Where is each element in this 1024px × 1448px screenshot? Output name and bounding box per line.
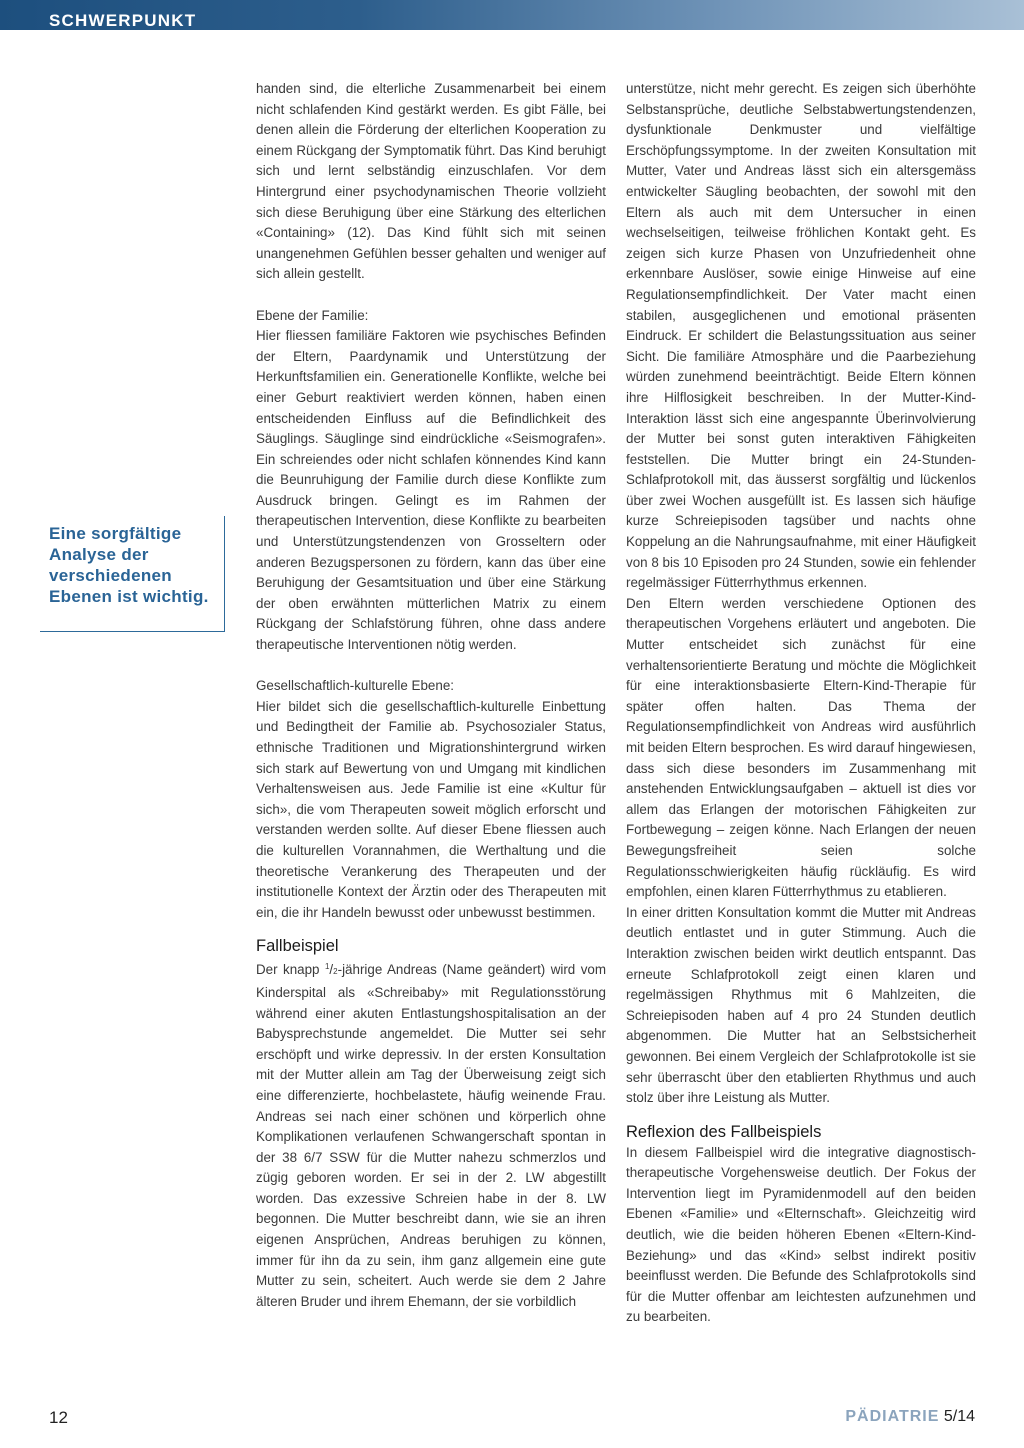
subheading-society: Gesellschaftlich-kulturelle Ebene: <box>256 678 454 694</box>
paragraph: Hier bildet sich die gesellschaftlich-kulturelle Einbettung und Bedingtheit der Familie ab. Psychosozialer Status, ethnische Traditionen und Migrationshintergrund wirken sich stark auf Bewertung von und Umgang mit kindlichen Verhaltensweisen aus. Jede Familie ist eine «Kultur für sich», die vom Therapeuten soweit möglich erforscht und verstanden werden sollte. Auf dieser Ebene fliessen auch die kulturellen Vorannahmen, die Werthaltung und die theoretische Verankerung des Therapeuten und der institutionelle Kontext der Ärztin oder des Therapeuten mit ein, die ihr Handeln bewusst oder unbewusst bestimmen. <box>256 698 606 920</box>
heading-fallbeispiel: Fallbeispiel <box>256 937 339 956</box>
issue-number: 5/14 <box>943 1408 975 1425</box>
pullquote-box <box>40 516 225 632</box>
paragraph: In einer dritten Konsultation kommt die Mutter mit Andreas deutlich entlastet und in guter Stimmung. Auch die Interaktion zwischen beiden wirkt deutlich entspannt. Das erneute Schlafprotokoll zeigt einen klaren und regelmässigen Rhythmus mit 6 Mahlzeiten, die Schreiepisoden haben auf 4 pro 24 Stunden deutlich abgenommen. Die Mutter hat an Selbstsicherheit gewonnen. Bei einem Vergleich der Schlafprotokolle ist sie sehr überrascht über den etablierten Rhythmus und auch stolz über ihre Leistung als Mutter. <box>626 904 976 1106</box>
subheading-family: Ebene der Familie: <box>256 307 369 323</box>
right-column <box>626 79 976 1328</box>
section-label: SCHWERPUNKT <box>49 11 197 30</box>
paragraph: handen sind, die elterliche Zusammenarbeit bei einem nicht schlafenden Kind gestärkt werden. Es gibt Fälle, bei denen allein die Förderung der elterlichen Kooperation zu einem Rückgang der Symptomatik führt. Das Kind beruhigt sich und lernt selbständig einzuschlafen. Vor dem Hintergrund einer psychodynamischen Theorie vollzieht sich diese Beruhigung über eine Stärkung des elterlichen «Containing» (12). Das Kind fühlt sich mit seinen unangenehmen Gefühlen besser gehalten und weniger auf sich allein gestellt. <box>256 81 606 282</box>
page-number: 12 <box>49 1408 68 1427</box>
paragraph: unterstütze, nicht mehr gerecht. Es zeigen sich überhöhte Selbstansprüche, deutliche Selbstabwertungstendenzen, dysfunktionale Denkmuster und vielfältige Erschöpfungssymptome. In der zweiten Konsultation mit Mutter, Vater und Andreas lässt sich ein altersgemäss entwickelter Säugling beobachten, der sowohl mit den Eltern als auch mit dem Untersucher in einen wechselseitigen, teilweise fröhlichen Kontakt geht. Es zeigen sich kurze Phasen von Unzufriedenheit ohne erkennbare Auslöser, sowie einige Hinweise auf eine Regulationsempfindlichkeit. Der Vater macht einen stabilen, ausgeglichenen und emotional präsenten Eindruck. Er schildert die Belastungssituation aus seiner Sicht. Die familiäre Atmosphäre und die Paarbeziehung würden zunehmend beeinträchtigt. Beide Eltern können ihre Hilflosigkeit beschreiben. In der Mutter-Kind-Interaktion lässt sich eine angespannte Überinvolvierung der Mutter bei sonst guten interaktiven Fähigkeiten feststellen. Die Mutter bringt ein 24-Stunden-Schlafprotokoll mit, das äusserst sorgfältig und lückenlos über zwei Wochen ausgefüllt ist. Es lassen sich häufige kurze Schreiepisoden tagsüber und nachts ohne Koppelung an die Nahrungsaufnahme, mit einer Häufigkeit von 8 bis 10 Episoden pro 24 Stunden, sowie ein fehlender regelmässiger Fütterrhythmus erkennen. <box>626 81 976 591</box>
journal-footer <box>845 1408 975 1426</box>
pullquote-text: Eine sorgfältige Analyse der verschiedenen Ebenen ist wichtig. <box>49 524 209 606</box>
paragraph: In diesem Fallbeispiel wird die integrative diagnostisch-therapeutische Vorgehensweise deutlich. Der Fokus der Intervention liegt im Pyramidenmodell auf den beiden Ebenen «Familie» und «Elternschaft». Gleichzeitig wird deutlich, wie die beiden höheren Ebenen «Eltern-Kind-Beziehung» und das «Kind» selbst indirekt positiv beeinflusst werden. Die Befunde des Schlafprotokolls sind für die Mutter offenbar am leichtesten aufzunehmen und zu bearbeiten. <box>626 1144 976 1325</box>
paragraph-case: Der knapp $^1$/2-jährige Andreas (Name geändert) wird vom Kinderspital als «Schreibaby» mit Regulationsstörung während einer akuten Entlastungshospitalisation an der Babysprechstunde angemeldet. Die Mutter sei sehr erschöpft und wirke depressiv. In der ersten Konsultation mit der Mutter allein am Tag der Überweisung zeigt sich eine differenzierte, hochbelastete, häufig weinende Frau. Andreas sei nach einer schönen und körperlich ohne Komplikationen verlaufenen Schwangerschaft spontan in der 38 6/7 SSW für die Mutter nahezu schmerzlos und zügig geboren worden. Er sei in der 2. LW abgestillt worden. Das exzessive Schreien habe in der 8. LW begonnen. Die Mutter beschreibt dann, wie sie an ihren eigenen Ansprüchen, Andreas beruhigen zu können, immer für ihn da zu sein, ihm ganz allgemein eine gute Mutter zu sein, scheitert. Auch werde sie dem 2 Jahre älteren Bruder und ihrem Ehemann, der sie vorbildlich <box>256 962 606 1309</box>
heading-reflexion: Reflexion des Fallbeispiels <box>626 1122 822 1141</box>
journal-name: PÄDIATRIE <box>845 1408 940 1425</box>
paragraph: Den Eltern werden verschiedene Optionen des therapeutischen Vorgehens erläutert und angeboten. Die Mutter entscheidet sich zunächst für eine verhaltensorientierte Beratung und möchte die Möglichkeit für eine interaktionsbasierte Eltern-Kind-Therapie für später offen halten. Das Thema der Regulationsempfindlichkeit von Andreas wird ausführlich mit beiden Eltern besprochen. Es wird darauf hingewiesen, dass sich diese besonders im Zusammenhang mit anstehenden Entwicklungsaufgaben – aktuell ist dies vor allem das Erlangen der motorischen Fähigkeiten zur Fortbewegung – zeigen könne. Nach Erlangen der neuen Bewegungsfreiheit seien solche Regulationsschwierigkeiten häufig rückläufig. Es wird empfohlen, einen klaren Fütterrhythmus zu etablieren. <box>626 595 976 900</box>
left-column <box>256 79 606 1312</box>
header-bar <box>0 0 1024 30</box>
paragraph: Hier fliessen familiäre Faktoren wie psychisches Befinden der Eltern, Paardynamik und Unterstützung der Herkunftsfamilien ein. Generationelle Konflikte, welche bei einer Geburt reaktiviert werden können, haben einen entscheidenden Einfluss auf die Befindlichkeit des Säuglings. Säuglinge sind eindrückliche «Seismografen». Ein schreiendes oder nicht schlafen könnendes Kind kann die Beunruhigung der Familie durch diese Konflikte zum Ausdruck bringen. Gelingt es im Rahmen der therapeutischen Intervention, diese Konflikte zu bearbeiten und Unterstützungstendenzen von Grosseltern oder anderen Bezugspersonen zu fördern, kann das über eine Beruhigung der Gesamtsituation und über eine Stärkung der oben erwähnten mütterlichen Matrix zu einem Rückgang der Schlafstörung führen, ohne dass andere therapeutische Interventionen nötig werden. <box>256 328 606 653</box>
